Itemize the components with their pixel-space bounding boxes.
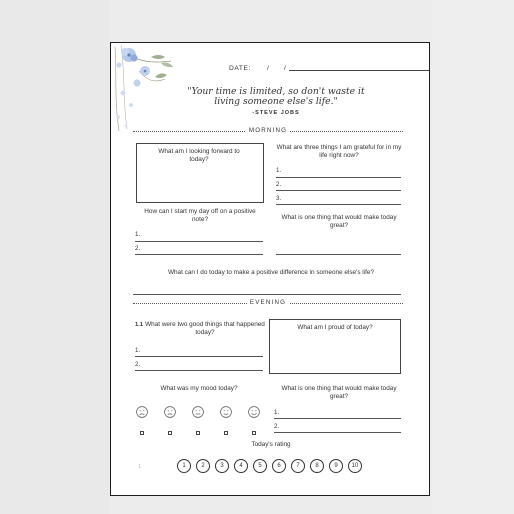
morning-q2: What are three things I am grateful for in my life right now?	[276, 144, 402, 159]
date-underline	[289, 70, 430, 71]
smile-face-icon[interactable]	[220, 406, 232, 418]
evening-q1: What were two good things that happened today?	[145, 321, 265, 336]
rating-label: Today's rating	[251, 441, 291, 448]
evening-q4-line-2[interactable]	[274, 432, 401, 433]
evening-q2: What am I proud of today?	[297, 324, 373, 331]
evening-q1-line-2[interactable]	[135, 370, 263, 371]
frown-face-icon[interactable]	[164, 406, 176, 418]
mood-checkbox-2[interactable]	[168, 431, 172, 435]
rating-8[interactable]: 8	[310, 459, 324, 473]
evening-q4-item-2: 2.	[274, 423, 280, 430]
evening-q4-line-1[interactable]	[274, 418, 401, 419]
quote-line-1: "Your time is limited, so don't waste it	[187, 86, 365, 97]
rating-7[interactable]: 7	[291, 459, 305, 473]
rating-1[interactable]: 1	[177, 459, 191, 473]
morning-q5-line[interactable]	[133, 294, 401, 295]
morning-q3-line-1[interactable]	[135, 241, 263, 242]
morning-q3-line-2[interactable]	[135, 254, 263, 255]
date-label: DATE:	[229, 65, 251, 72]
morning-q1: What am I looking forward to today?	[158, 148, 240, 163]
sad-face-icon[interactable]	[136, 406, 148, 418]
rating-3[interactable]: 3	[215, 459, 229, 473]
faded-mark: 1	[138, 464, 142, 470]
morning-q2-line-2[interactable]	[276, 190, 401, 191]
mood-checkbox-4[interactable]	[224, 431, 228, 435]
quote-line-2: living someone else's life."	[214, 96, 338, 107]
date-separator-1: /	[267, 65, 269, 72]
morning-q3-item-1: 1.	[135, 231, 141, 238]
morning-q4: What is one thing that would make today great?	[281, 214, 397, 229]
rating-9[interactable]: 9	[329, 459, 343, 473]
morning-q4-line[interactable]	[276, 254, 401, 255]
mood-checkbox-5[interactable]	[252, 431, 256, 435]
happy-face-icon[interactable]	[248, 406, 260, 418]
evening-q4-item-1: 1.	[274, 409, 280, 416]
rating-4[interactable]: 4	[234, 459, 248, 473]
evening-q4: What is one thing that would make today great?	[281, 385, 397, 400]
evening-q1-prefix: 1.1	[135, 322, 144, 328]
morning-q2-item-3: 3.	[276, 195, 282, 202]
rating-10[interactable]: 10	[348, 459, 362, 473]
morning-q2-item-2: 2.	[276, 181, 282, 188]
date-separator-2: /	[284, 65, 286, 72]
rating-5[interactable]: 5	[253, 459, 267, 473]
morning-q2-line-3[interactable]	[276, 204, 401, 205]
morning-q3-item-2: 2.	[135, 245, 141, 252]
morning-label: MORNING	[246, 127, 290, 134]
evening-label: EVENING	[247, 299, 289, 306]
evening-q3: What was my mood today?	[160, 385, 238, 392]
rating-2[interactable]: 2	[196, 459, 210, 473]
evening-q1-line-1[interactable]	[135, 356, 263, 357]
morning-q2-item-1: 1.	[276, 167, 282, 174]
morning-label-wrap	[233, 127, 303, 135]
evening-q1-item-1: 1.	[135, 347, 141, 354]
evening-label-wrap	[233, 299, 303, 307]
neutral-face-icon[interactable]	[192, 406, 204, 418]
mood-checkbox-3[interactable]	[196, 431, 200, 435]
morning-q2-line-1[interactable]	[276, 177, 401, 178]
evening-q1-item-2: 2.	[135, 361, 141, 368]
background-left	[0, 0, 110, 514]
mood-checkbox-1[interactable]	[140, 431, 144, 435]
journal-page	[110, 42, 430, 496]
rating-6[interactable]: 6	[272, 459, 286, 473]
morning-q3: How can I start my day off on a positive note?	[144, 208, 256, 223]
background-right	[432, 0, 514, 514]
morning-q5: What can I do today to make a positive difference in someone else's life?	[167, 269, 375, 276]
quote-author: -STEVE JOBS	[252, 110, 300, 116]
